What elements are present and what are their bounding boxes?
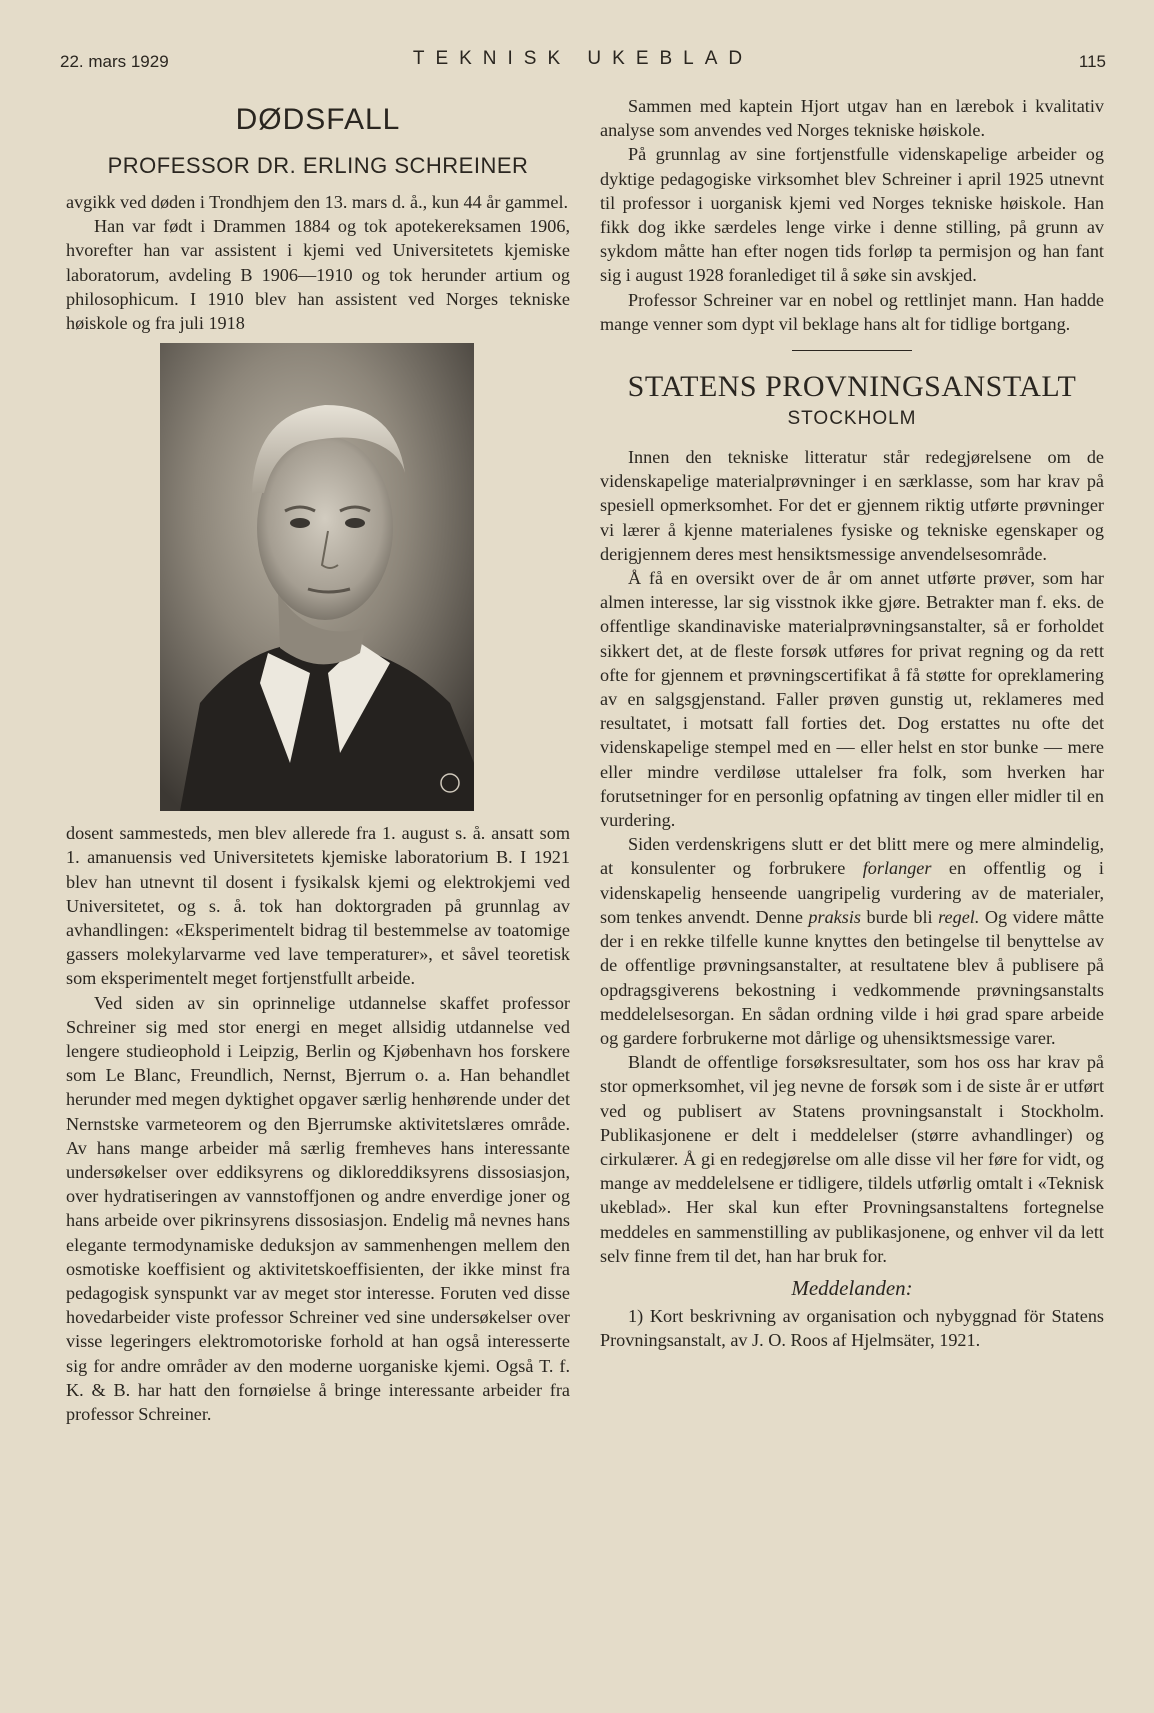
article-paragraph-3-part-d: Og videre måtte der i en rekke tilfelle kunne knyttes den betingelse til benyttelse av de offentlige prøvningsanstalter, at resultatene blev å publisere på opdragsgiverens bekostning i vedkommende prøvningsanstalts meddelelsesorgan. En sådan ordning vilde i høi grad spare arbeide og gardere forbrukerne mot dårlige og uhensiktsmessige varer. (600, 906, 1104, 1048)
obituary-paragraph-2: Han var født i Drammen 1884 og tok apotekereksamen 1906, hvorefter han var assistent i kjemi ved Universitetets kjemiske laboratorum, avdeling B 1906—1910 og tok herunder artium og philosophicum. I 1910 blev han assistent ved Norges tekniske høiskole og fra juli 1918 (66, 216, 570, 334)
emphasis-forlanger: forlanger (862, 858, 932, 879)
article-heading: STATENS PROVNINGSANSTALT (627, 370, 1077, 404)
article-paragraph-3-part-a: Siden verdenskrigens slutt er det blitt mere og mere almindelig, at konsulenter og forbrukere (600, 834, 1104, 879)
obituary-paragraph-5: Sammen med kaptein Hjort utgav han en lærebok i kvalitativ analyse som anvendes ved Norges tekniske høiskole. (600, 96, 1104, 141)
meddelanden-heading: Meddelanden: (791, 1275, 913, 1300)
obituary-paragraph-6: På grunnlag av sine fortjenstfulle videnskapelige arbeider og dyktige pedagogiske virksomhet blev Schreiner i april 1925 utnevnt til professor i uorganisk kjemi ved Norges tekniske høiskole. Han fikk dog ikke særdeles lenge virke i denne stilling, på grunn av sykdom måtte han efter nogen tids forløp ta permisjon og han fant sig i august 1928 foranlediget til å søke sin avskjed. (600, 144, 1104, 286)
article-paragraph-1: Innen den tekniske litteratur står redegjørelsene om de videnskapelige materialprøvninger i en særklasse, som har krav på spesiell opmerksomhet. For det er gjennem riktig utførte prøvninger vi lærer å kjenne materialenes fysiske og tekniske egenskaper og derigjennem deres mest hensiktsmessige anvendelsesområde. (600, 447, 1104, 564)
page-number: 115 (1078, 52, 1106, 71)
article-paragraph-3-part-c: burde bli (860, 906, 939, 927)
emphasis-regel: regel. (938, 906, 980, 927)
article-paragraph-2: Å få en oversikt over de år om annet utførte prøver, som har almen interesse, lar sig visstnok ikke gjøre. Betrakter man f. eks. de offentlige skandinaviske materialprøvningsanstalter, så er forholdet sikkert det, at de fleste forsøk utføres for privat regning og da rett ofte for gjennem et prøvningscertifikat å få støtte for opreklamering av en salgsgjenstand. Faller prøven gunstig ut, reklameres med resultatet, i motsatt fall forties det. Dog erstattes nu ofte det videnskapelige stempel med en — eller helst en stor bunke — mere eller mindre verdiløse uttalelser fra folk, som hverken har forutsetninger for en personlig opfatning av tingen eller midler til en vurdering. (600, 568, 1104, 831)
right-column (600, 94, 1104, 1352)
issue-date: 22. mars 1929 (60, 52, 169, 71)
section-divider (792, 350, 912, 351)
article-paragraph-3 (600, 832, 1104, 1050)
article-subheading: STOCKHOLM (787, 408, 917, 430)
reference-item-1: 1) Kort beskrivning av organisation och nybyggnad för Statens Provningsanstalt, av J. O. Roos af Hjelmsäter, 1921. (600, 1305, 1104, 1351)
obituary-subheading: PROFESSOR DR. ERLING SCHREINER (107, 153, 529, 178)
running-header (60, 46, 1106, 76)
obituary-paragraph-7: Professor Schreiner var en nobel og rettlinjet mann. Han hadde mange venner som dypt vil beklage hans alt for tidlige bortgang. (600, 289, 1104, 334)
obituary-paragraph-1: avgikk ved døden i Trondhjem den 13. mars d. å., kun 44 år gammel. (66, 192, 569, 212)
journal-title: TEKNISK UKEBLAD (412, 48, 754, 69)
obituary-paragraph-3: dosent sammesteds, men blev allerede fra 1. august s. å. ansatt som 1. amanuensis ved Universitetets kjemiske laboratorium B. I 1921 blev han utnevnt til dosent i fysikalsk kjemi og elektrokjemi ved Universitetet, og s. å. tok han doktorgraden på grunnlag av avhandlingen: «Eksperimentelt bidrag til bestemmelse av toatomige gassers molekylarvarme ved lave temperaturer», et såvel teoretisk som eksperimentelt meget fortjenstfullt arbeide. (66, 823, 570, 989)
portrait-image (160, 343, 474, 811)
portrait-photo (160, 343, 474, 811)
article-paragraph-3-part-b: en offentlig og i videnskapelig henseende uangripelig vurdering av de materialer, som tenkes anvendt. Denne (600, 858, 1104, 927)
article-paragraph-4: Blandt de offentlige forsøksresultater, som hos oss har krav på stor opmerksomhet, vil jeg nevne de forsøk som i de siste år er utført ved og publisert av Statens provningsanstalt i Stockholm. Publikasjonene er delt i meddelelser (større avhandlinger) og cirkulærer. Å gi en redegjørelse om alle disse vil her føre for vidt, og mange av meddelelsene er tidligere, tildels utførlig omtalt i «Teknisk ukeblad». Her skal kun efter Provningsanstaltens fortegnelse meddeles en sammenstilling av publikasjonene, og enhver vil da lett selv finne frem til det, han har bruk for. (600, 1052, 1104, 1266)
emphasis-praksis: praksis (808, 906, 861, 927)
obituary-heading: DØDSFALL (235, 103, 401, 136)
left-column (66, 96, 570, 1426)
obituary-paragraph-4: Ved siden av sin oprinnelige utdannelse skaffet professor Schreiner sig med stor energi en meget allsidig utdannelse ved lengere studieophold i Leipzig, Berlin og Kjøbenhavn hos forskere som Le Blanc, Freundlich, Nernst, Bjerrum o. a. Han behandlet herunder med megen dyktighet opgaver særlig henhørende under det Nernstske varmeteorem og den Bjerrumske aktivitetslæres område. Av hans mange arbeider må særlig fremheves hans interessante undersøkelser over eddiksyrens og dikloreddiksyrens dissosiasjon, over hydratiseringen av vannstoffjonen og andre enverdige joner og hans arbeide over pikrinsyrens dissosiasjon. Endelig må nevnes hans elegante termodynamiske deduksjon av sammenhengen mellem den osmotiske koeffisient og aktivitetskoeffisienten, der ikke minst fra pedagogisk synspunkt var av meget stor interesse. Foruten ved disse hovedarbeider viste professor Schreiner ved sine undersøkelser over visse legeringers elektromotoriske forhold at han også interesserte sig for andre områder av den moderne uorganiske kjemi. Også T. f. K. & B. har hatt den fornøielse å bringe interessante arbeider fra professor Schreiner. (66, 992, 570, 1425)
